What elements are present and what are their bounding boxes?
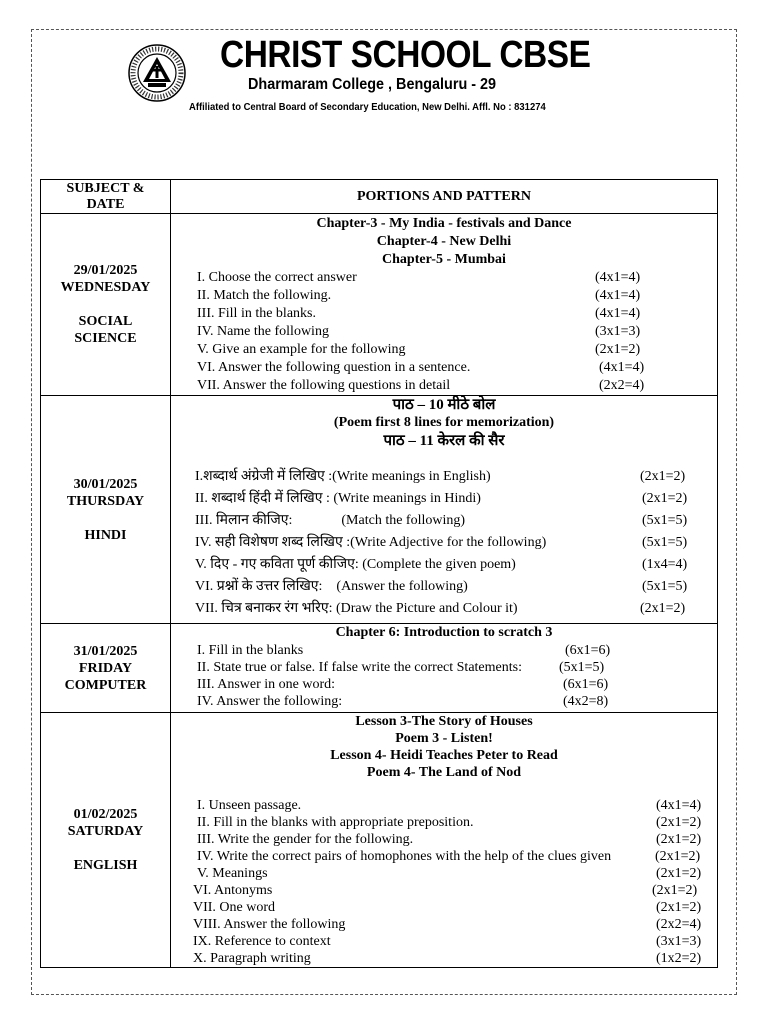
col-header-portions: PORTIONS AND PATTERN xyxy=(171,180,718,214)
question-item xyxy=(171,512,717,534)
question-item xyxy=(171,865,717,882)
question-text: V. दिए - गए कविता पूर्ण कीजिए: (Complete the given poem) xyxy=(195,557,516,572)
subject-name: SOCIAL xyxy=(78,314,133,329)
question-marks: (6x1=6) xyxy=(563,677,609,692)
question-marks: (4x1=4) xyxy=(595,288,641,303)
question-text: I. Choose the correct answer xyxy=(197,270,357,285)
question-marks: (2x1=2) xyxy=(656,866,702,881)
date-subject-cell xyxy=(41,396,171,624)
question-marks: (5x1=5) xyxy=(642,579,688,594)
question-text: VII. One word xyxy=(193,900,276,915)
lesson-heading: Poem 3 - Listen! xyxy=(395,731,493,746)
question-marks: (4x1=4) xyxy=(595,270,641,285)
question-item xyxy=(171,797,717,814)
exam-date: 31/01/2025 xyxy=(73,643,138,659)
question-text: IV. सही विशेषण शब्द लिखिए :(Write Adjective for the following) xyxy=(195,535,547,550)
question-text: III. मिलान कीजिए: (Match the following) xyxy=(195,513,466,528)
question-text: VII. Answer the following questions in detail xyxy=(197,378,451,393)
portions-cell xyxy=(171,396,718,624)
question-marks: (2x1=2) xyxy=(595,342,641,357)
school-name: CHRIST SCHOOL CBSE xyxy=(220,34,591,76)
question-item xyxy=(171,950,717,967)
question-item xyxy=(171,659,717,676)
exam-schedule-table xyxy=(40,179,718,968)
question-text: VII. चित्र बनाकर रंग भरिए: (Draw the Picture and Colour it) xyxy=(195,601,518,616)
col-header-subject-date: SUBJECT & DATE xyxy=(41,180,171,214)
exam-day: FRIDAY xyxy=(78,660,133,676)
question-text: III. Fill in the blanks. xyxy=(197,306,316,321)
college-address: Dharmaram College , Bengaluru - 29 xyxy=(248,76,497,93)
table-header-row xyxy=(41,180,718,214)
school-logo-icon xyxy=(128,44,186,102)
lesson-heading: (Poem first 8 lines for memorization) xyxy=(333,415,555,430)
question-marks: (4x1=4) xyxy=(656,798,702,813)
question-item xyxy=(171,359,717,377)
exam-day: WEDNESDAY xyxy=(60,280,151,295)
question-item xyxy=(171,848,717,865)
question-item xyxy=(171,676,717,693)
lesson-heading: पाठ – 11 केरल की सैर xyxy=(383,433,505,449)
question-item xyxy=(171,468,717,490)
subject-name: SCIENCE xyxy=(74,331,137,346)
date-subject-cell xyxy=(41,713,171,968)
question-marks: (2x1=2) xyxy=(656,832,702,847)
table-row xyxy=(41,624,718,713)
question-text: V. Meanings xyxy=(197,866,268,881)
subject-name: COMPUTER xyxy=(64,677,147,693)
question-marks: (5x1=5) xyxy=(642,513,688,528)
question-marks: (2x2=4) xyxy=(656,917,702,932)
exam-day: SATURDAY xyxy=(67,824,144,839)
question-marks: (5x1=5) xyxy=(642,535,688,550)
question-item xyxy=(171,642,717,659)
question-marks: (4x1=4) xyxy=(599,360,645,375)
question-text: II. Match the following. xyxy=(197,288,332,303)
question-item xyxy=(171,831,717,848)
portions-cell xyxy=(171,624,718,713)
question-marks: (4x1=4) xyxy=(595,306,641,321)
question-text: V. Give an example for the following xyxy=(197,342,406,357)
question-marks: (2x1=2) xyxy=(656,815,702,830)
question-text: VIII. Answer the following xyxy=(193,917,346,932)
question-marks: (6x1=6) xyxy=(565,643,611,658)
date-subject-cell xyxy=(41,624,171,713)
affiliation-text: Affiliated to Central Board of Secondary Education, New Delhi. Affl. No : 831274 xyxy=(189,101,546,113)
question-text: I. Unseen passage. xyxy=(197,798,302,813)
chapter-heading: Chapter-4 - New Delhi xyxy=(376,234,512,249)
lesson-heading: Poem 4- The Land of Nod xyxy=(366,765,522,780)
question-text: IX. Reference to context xyxy=(193,934,331,949)
question-text: I.शब्दार्थ अंग्रेजी में लिखिए :(Write meanings in English) xyxy=(195,469,491,484)
question-text: IV. Answer the following: xyxy=(197,694,343,709)
table-row xyxy=(41,713,718,968)
question-item xyxy=(171,916,717,933)
question-marks: (1x4=4) xyxy=(642,557,688,572)
question-text: II. शब्दार्थ हिंदी में लिखिए : (Write meanings in Hindi) xyxy=(195,491,481,506)
question-marks: (2x1=2) xyxy=(656,900,702,915)
question-text: IV. Name the following xyxy=(197,324,329,339)
lesson-heading: Lesson 3-The Story of Houses xyxy=(355,714,533,729)
question-marks: (1x2=2) xyxy=(656,951,702,966)
portions-cell xyxy=(171,214,718,396)
question-item xyxy=(171,377,717,395)
question-item xyxy=(171,269,717,287)
question-item xyxy=(171,534,717,556)
lesson-heading: पाठ – 10 मीठे बोल xyxy=(392,397,496,413)
chapter-heading: Chapter 6: Introduction to scratch 3 xyxy=(335,625,553,640)
question-marks: (2x1=2) xyxy=(640,469,686,484)
subject-name: HINDI xyxy=(84,527,127,543)
question-item xyxy=(171,882,717,899)
question-marks: (2x1=2) xyxy=(652,883,698,898)
question-text: VI. प्रश्नों के उत्तर लिखिए: (Answer the following) xyxy=(195,579,468,594)
exam-date: 01/02/2025 xyxy=(73,807,138,822)
chapter-heading: Chapter-3 - My India - festivals and Dance xyxy=(316,216,572,231)
question-text: IV. Write the correct pairs of homophones with the help of the clues given xyxy=(197,849,612,864)
lesson-heading: Lesson 4- Heidi Teaches Peter to Read xyxy=(330,748,558,763)
question-item xyxy=(171,899,717,916)
date-subject-cell xyxy=(41,214,171,396)
question-item xyxy=(171,933,717,950)
question-marks: (5x1=5) xyxy=(559,660,605,675)
question-text: II. State true or false. If false write the correct Statements: xyxy=(197,660,522,675)
question-item xyxy=(171,814,717,831)
exam-date: 29/01/2025 xyxy=(73,263,138,278)
question-item xyxy=(171,305,717,323)
question-text: I. Fill in the blanks xyxy=(197,643,304,658)
question-marks: (2x1=2) xyxy=(640,601,686,616)
question-marks: (3x1=3) xyxy=(595,324,641,339)
table-row xyxy=(41,214,718,396)
question-item xyxy=(171,693,717,710)
question-item xyxy=(171,287,717,305)
question-text: VI. Answer the following question in a sentence. xyxy=(197,360,471,375)
question-item xyxy=(171,556,717,578)
exam-date: 30/01/2025 xyxy=(73,476,138,492)
question-marks: (4x2=8) xyxy=(563,694,609,709)
question-text: III. Answer in one word: xyxy=(197,677,336,692)
question-marks: (3x1=3) xyxy=(656,934,702,949)
question-text: II. Fill in the blanks with appropriate preposition. xyxy=(197,815,474,830)
question-text: X. Paragraph writing xyxy=(193,951,311,966)
question-item xyxy=(171,490,717,512)
question-text: III. Write the gender for the following. xyxy=(197,832,414,847)
question-item xyxy=(171,323,717,341)
question-marks: (2x1=2) xyxy=(655,849,701,864)
question-item xyxy=(171,578,717,600)
table-row xyxy=(41,396,718,624)
subject-name: ENGLISH xyxy=(73,858,138,873)
question-item xyxy=(171,600,717,622)
question-marks: (2x2=4) xyxy=(599,378,645,393)
question-item xyxy=(171,341,717,359)
question-marks: (2x1=2) xyxy=(642,491,688,506)
chapter-heading: Chapter-5 - Mumbai xyxy=(382,252,506,267)
question-text: VI. Antonyms xyxy=(193,883,273,898)
portions-cell xyxy=(171,713,718,968)
exam-day: THURSDAY xyxy=(66,493,145,509)
